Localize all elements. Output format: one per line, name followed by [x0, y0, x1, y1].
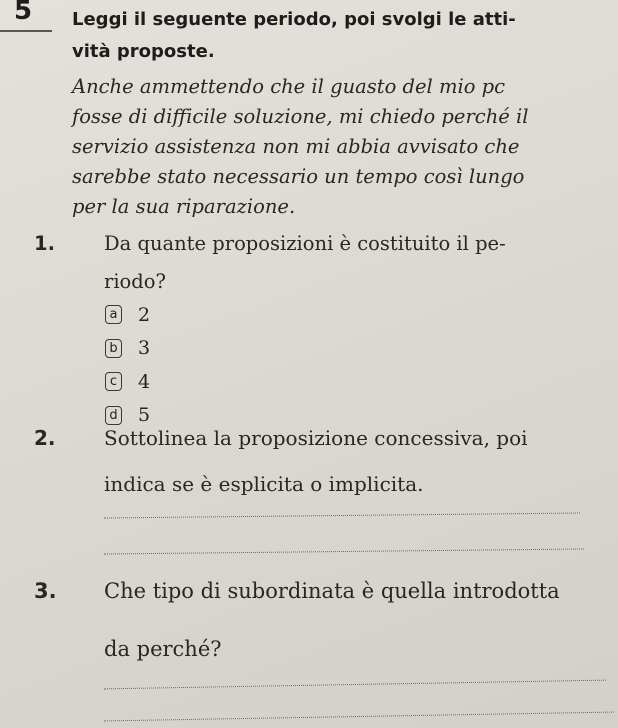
question-line: riodo?: [104, 270, 166, 293]
option-value: 3: [138, 337, 151, 360]
answer-line[interactable]: [104, 712, 614, 722]
option-value: 4: [138, 370, 151, 393]
exercise-instruction: [72, 4, 592, 68]
question-text: [104, 415, 604, 507]
passage-line: per la sua riparazione.: [72, 195, 296, 218]
passage: [72, 72, 612, 222]
answer-line[interactable]: [104, 513, 580, 519]
option-letter: a: [105, 305, 122, 324]
question-line: indica se è esplicita o implicita.: [104, 472, 424, 496]
answer-options: [105, 298, 150, 432]
question-number: 3.: [34, 579, 57, 603]
question-1: [34, 225, 604, 301]
question-text: [104, 225, 604, 301]
passage-line: servizio assistenza non mi abbia avvisato che: [72, 135, 520, 158]
option-a[interactable]: [105, 298, 150, 332]
answer-line[interactable]: [104, 680, 606, 690]
question-text: [104, 562, 604, 678]
option-letter: d: [105, 406, 122, 425]
option-letter: b: [105, 339, 122, 358]
option-value: 2: [138, 303, 151, 326]
option-letter: c: [105, 372, 122, 391]
question-line: da perché?: [104, 637, 222, 661]
option-b[interactable]: [105, 332, 150, 366]
question-line: Che tipo di subordinata è quella introdotta: [104, 579, 560, 603]
exercise-number-underline: [0, 30, 52, 32]
answer-line[interactable]: [104, 548, 584, 554]
option-value: 5: [138, 404, 151, 427]
question-2: [34, 415, 604, 507]
question-line: Sottolinea la proposizione concessiva, poi: [104, 426, 528, 450]
instruction-line: vità proposte.: [72, 41, 215, 62]
passage-line: Anche ammettendo che il guasto del mio pc: [72, 75, 506, 98]
option-c[interactable]: [105, 365, 150, 399]
question-number: 2.: [34, 426, 56, 450]
passage-line: fosse di difficile soluzione, mi chiedo perché il: [72, 105, 529, 128]
exercise-number: 5: [14, 0, 33, 26]
question-3: [34, 562, 604, 678]
instruction-line: Leggi il seguente periodo, poi svolgi le atti-: [72, 9, 516, 30]
question-number: 1.: [34, 232, 55, 255]
passage-line: sarebbe stato necessario un tempo così lungo: [72, 165, 525, 188]
question-line: Da quante proposizioni è costituito il pe-: [104, 232, 506, 255]
